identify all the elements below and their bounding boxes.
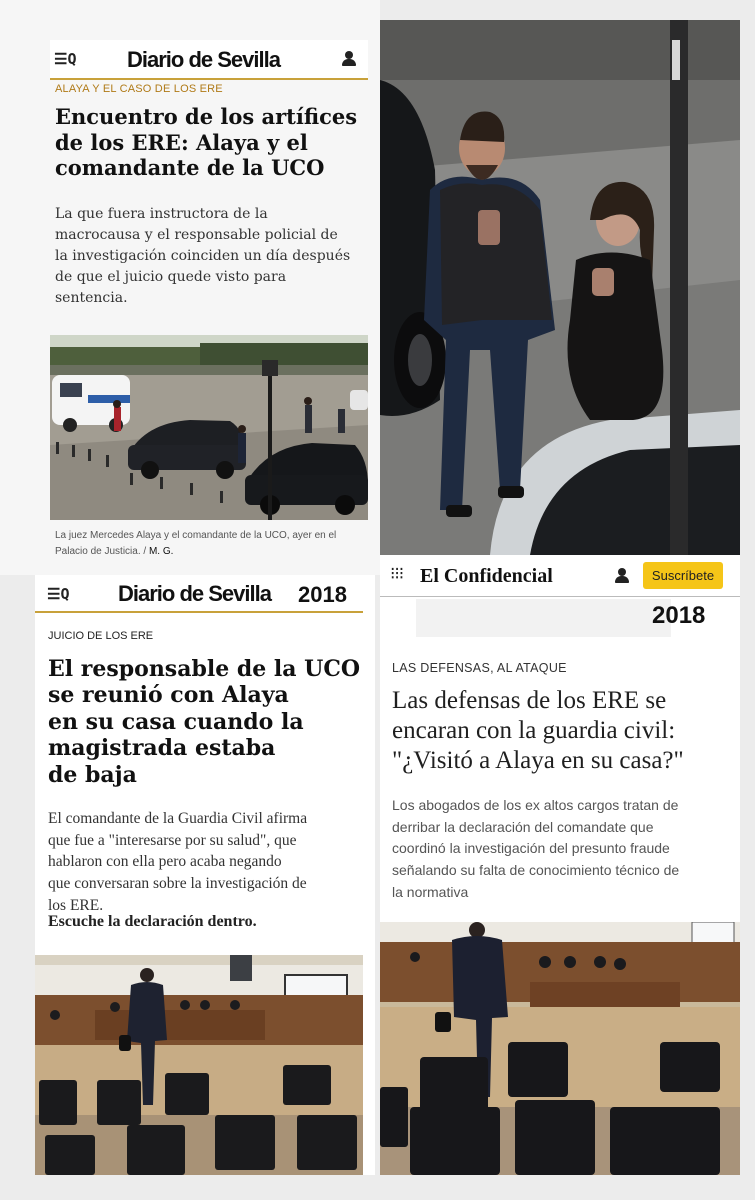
headline-line: comandante de la UCO (55, 155, 325, 181)
user-icon[interactable] (342, 51, 356, 67)
headline-line: en su casa cuando la (48, 708, 304, 735)
headline[interactable] (48, 656, 360, 788)
listen-cta[interactable]: Escuche la declaración dentro. (48, 913, 257, 930)
subheadline (48, 808, 307, 916)
subheadline (55, 204, 350, 309)
subhead-line: la normativa (392, 883, 469, 900)
site-header (50, 40, 368, 80)
headline-line: El responsable de la UCO (48, 656, 361, 682)
caption-line (55, 544, 336, 560)
headline-line: magistrada estaba (48, 735, 276, 762)
headline-line: Las defensas de los ERE se (392, 687, 667, 714)
subhead-line: de que el juicio quede visto para (55, 269, 287, 285)
subhead-line: hablaron con ella pero acaba negando (48, 853, 282, 871)
street-photo-graphic (50, 335, 368, 520)
subhead-line: que conversaran sobre la investigación de (48, 875, 307, 893)
subhead-line: sentencia. (55, 290, 128, 306)
courtroom-photo-left (35, 955, 363, 1175)
year-label: 2018 (298, 582, 347, 607)
headline[interactable] (392, 686, 684, 776)
walking-photo-graphic (380, 20, 740, 555)
caption-text: Palacio de Justicia. / (55, 545, 149, 557)
article-panel-diario-2018 (35, 575, 375, 1175)
headline-line: encaran con la guardia civil: (392, 717, 676, 744)
subhead-line: La que fuera instructora de la (55, 206, 268, 222)
courtroom-photo-right (380, 922, 740, 1175)
article-panel-confidencial-2018 (380, 555, 740, 1175)
site-header (380, 555, 740, 597)
headline-line: "¿Visitó a Alaya en su casa?" (392, 747, 684, 774)
subscribe-button[interactable]: Suscríbete (643, 562, 723, 589)
year-label: 2018 (652, 602, 706, 629)
menu-search-icon[interactable]: ☰Q (47, 585, 70, 603)
apps-grid-icon[interactable]: ⁝⁝⁝ (390, 564, 404, 583)
user-icon[interactable] (615, 568, 629, 584)
subhead-line: señalando su falta de conocimiento técnico de (392, 862, 680, 879)
headline-line: de los ERE: Alaya y el (55, 129, 308, 155)
subhead-line: El comandante de la Guardia Civil afirma (48, 810, 308, 827)
banner-placeholder (416, 599, 671, 637)
subhead-line: la investigación coinciden un día después (55, 248, 351, 264)
headline[interactable] (55, 104, 357, 181)
section-kicker[interactable]: LAS DEFENSAS, AL ATAQUE (392, 661, 567, 675)
walking-photo (380, 20, 740, 555)
headline-line: se reunió con Alaya (48, 682, 289, 709)
courtroom-photo-right-graphic (380, 922, 740, 1175)
headline-line: Encuentro de los artífices (55, 104, 358, 129)
caption-line: La juez Mercedes Alaya y el comandante de la UCO, ayer en el (55, 530, 337, 541)
subhead-line: los ERE. (48, 896, 104, 914)
section-kicker[interactable]: ALAYA Y EL CASO DE LOS ERE (55, 83, 223, 95)
subhead-line: derribar la declaración del comandate que (392, 818, 654, 835)
street-photo (50, 335, 368, 520)
article-panel-diario-1 (0, 0, 380, 575)
site-logo[interactable]: Diario de Sevilla (127, 47, 280, 72)
headline-line: de baja (48, 761, 137, 788)
menu-search-icon[interactable]: ☰Q (54, 50, 77, 68)
photo-caption (55, 528, 336, 559)
subhead-line: Los abogados de los ex altos cargos tratan de (392, 797, 679, 813)
subhead-line: coordinó la investigación del presunto fraude (392, 840, 670, 857)
photo-credit: M. G. (148, 545, 174, 557)
site-logo[interactable]: El Confidencial (420, 565, 553, 587)
subhead-line: que fue a "interesarse por su salud", que (48, 831, 297, 849)
site-header (35, 575, 363, 613)
courtroom-photo-left-graphic (35, 955, 363, 1175)
section-kicker[interactable]: JUICIO DE LOS ERE (48, 630, 154, 642)
site-logo[interactable]: Diario de Sevilla (118, 581, 271, 606)
subhead-line: macrocausa y el responsable policial de (55, 227, 338, 243)
subheadline (392, 795, 679, 903)
